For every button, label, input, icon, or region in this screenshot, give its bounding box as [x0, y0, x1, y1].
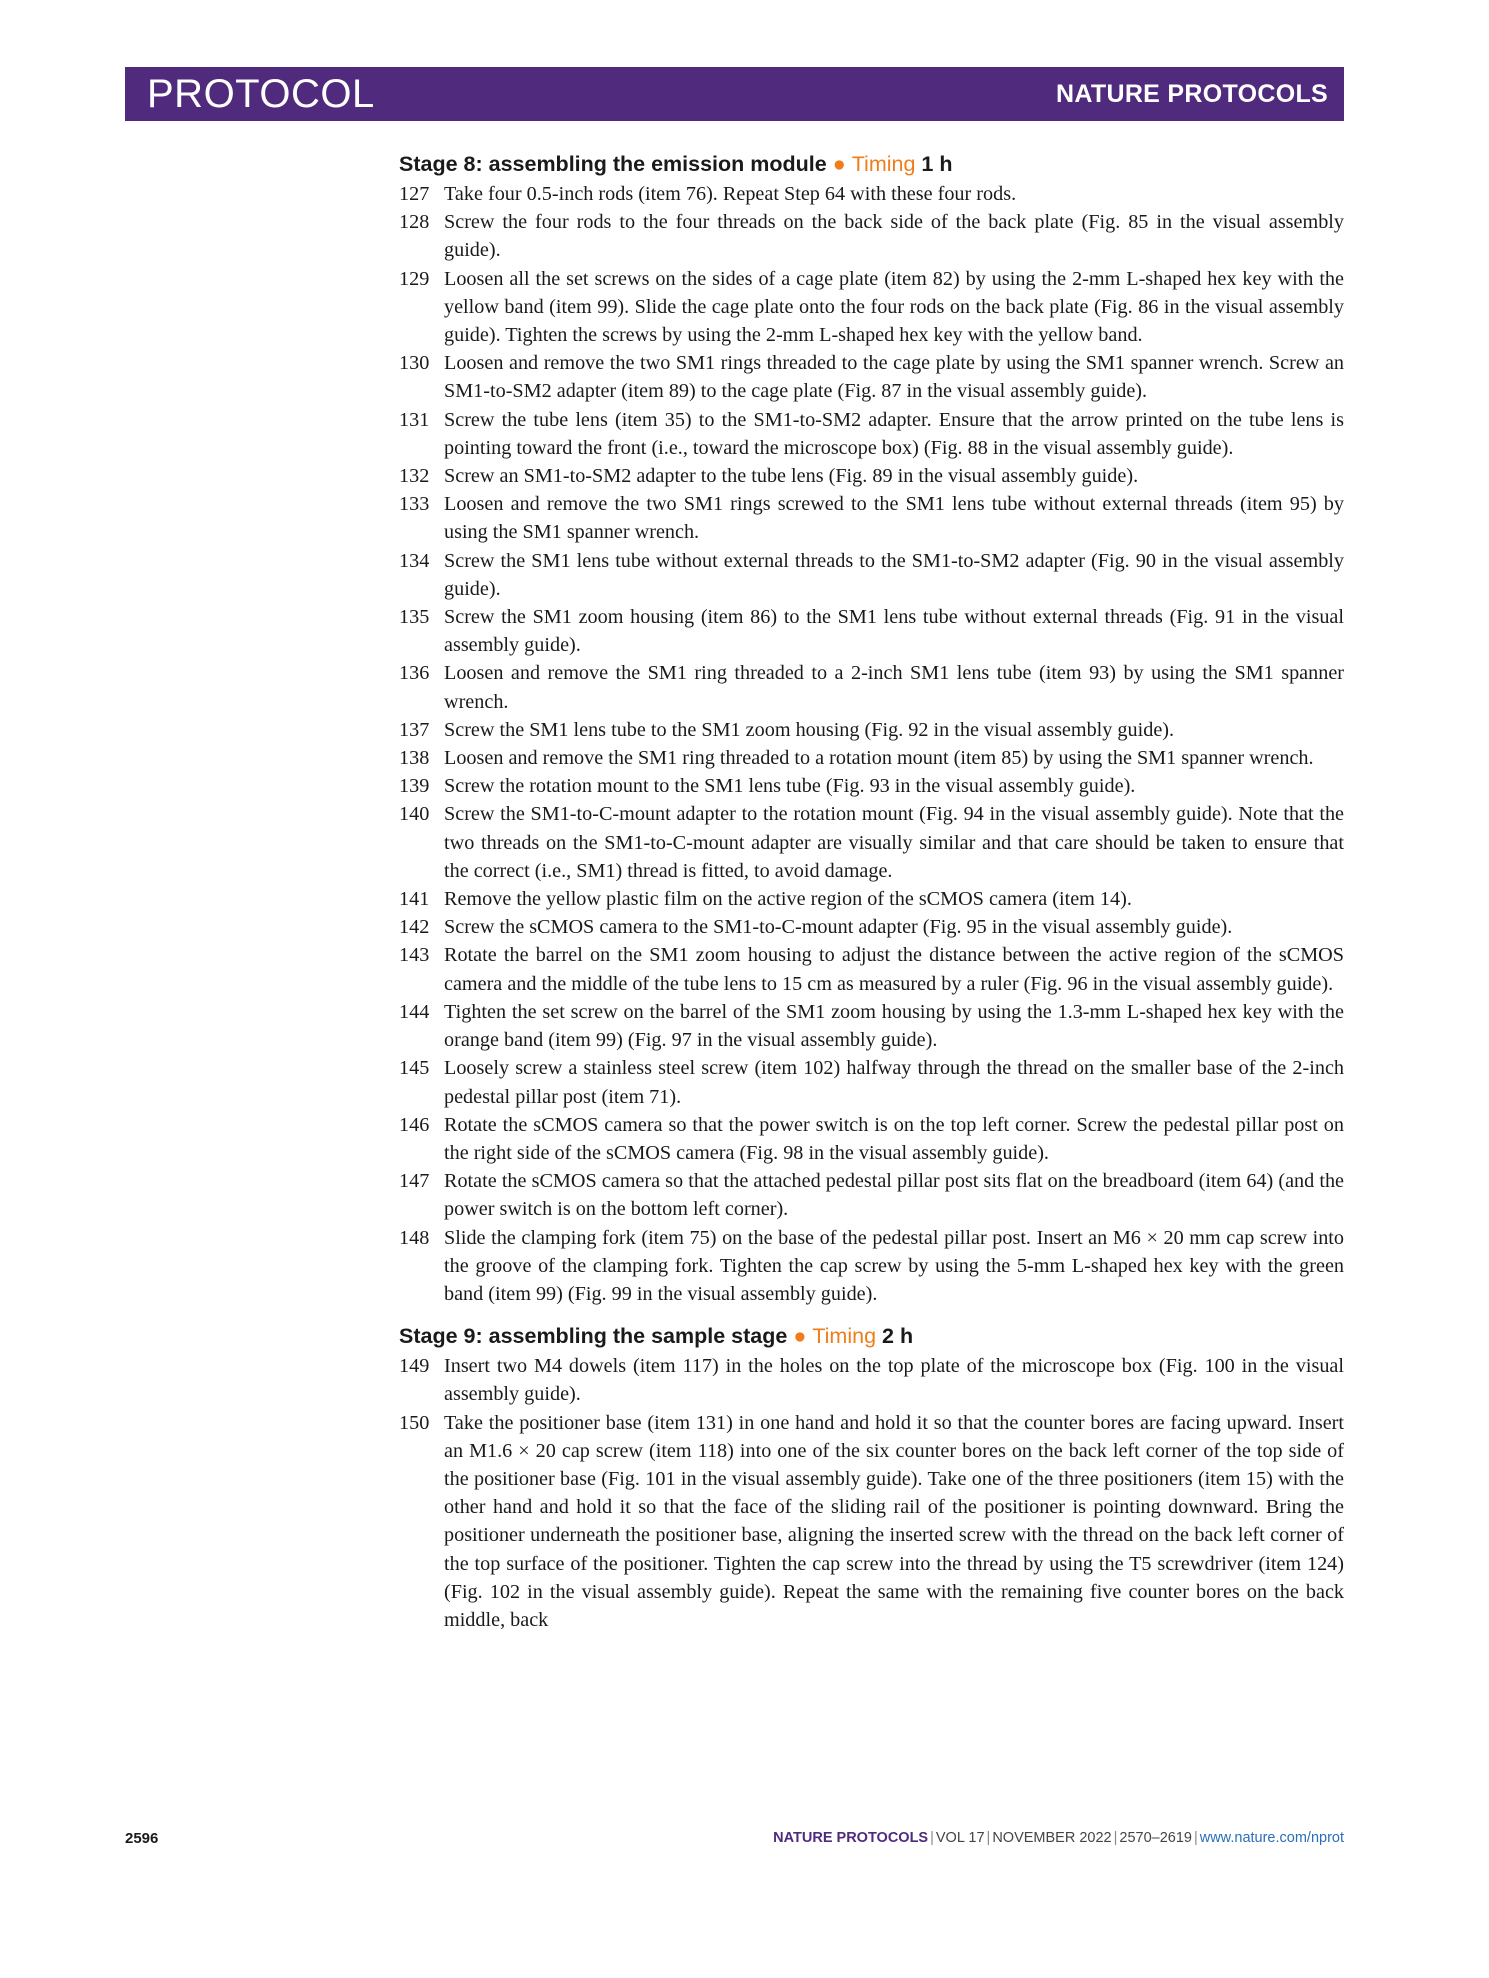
step-text: Loosen and remove the two SM1 rings threaded to the cage plate by using the SM1 spanner wrench. Screw an SM1-to-SM2 adapter (item 89) to the cage plate (Fig. 87 in the visual assembly guide). [444, 352, 1344, 403]
page-footer [125, 1830, 1344, 1854]
journal-link[interactable]: www.nature.com/nprot [1199, 1830, 1344, 1846]
step-item [399, 913, 1344, 941]
stage-9-title: Stage 9: assembling the sample stage [399, 1324, 788, 1349]
step-item [399, 180, 1344, 208]
step-number: 134 [399, 549, 430, 572]
step-item [399, 800, 1344, 885]
stage-9-heading [399, 1322, 1344, 1350]
step-item [399, 1224, 1344, 1309]
step-text: Screw the SM1 zoom housing (item 86) to the SM1 lens tube without external threads (Fig. 91 in the visual assembly guide). [444, 606, 1344, 657]
step-item [399, 490, 1344, 546]
timing-dot-icon: ● [793, 1324, 807, 1349]
journal-name: NATURE PROTOCOLS [1056, 79, 1328, 108]
step-number: 128 [399, 211, 430, 234]
step-text: Loosen and remove the SM1 ring threaded to a 2-inch SM1 lens tube (item 93) by using the SM1 spanner wrench. [444, 662, 1344, 713]
step-text: Screw the four rods to the four threads on the back side of the back plate (Fig. 85 in the visual assembly guide). [444, 211, 1344, 262]
step-number: 137 [399, 718, 430, 741]
step-item [399, 1167, 1344, 1223]
step-text: Screw the SM1 lens tube without external threads to the SM1-to-SM2 adapter (Fig. 90 in the visual assembly guide). [444, 549, 1344, 600]
step-text: Rotate the sCMOS camera so that the power switch is on the top left corner. Screw the pedestal pillar post on the right side of the sCMOS camera (Fig. 98 in the visual assembly guide). [444, 1113, 1344, 1164]
step-number: 149 [399, 1355, 430, 1378]
step-text: Screw an SM1-to-SM2 adapter to the tube lens (Fig. 89 in the visual assembly guide). [444, 465, 1139, 488]
footer-volume: VOL 17 [935, 1830, 985, 1846]
step-item [399, 208, 1344, 264]
footer-pages: 2570–2619 [1119, 1830, 1192, 1846]
step-text: Loosely screw a stainless steel screw (item 102) halfway through the thread on the smaller base of the 2-inch pedestal pillar post (item 71). [444, 1057, 1344, 1108]
step-item [399, 744, 1344, 772]
step-item [399, 941, 1344, 997]
timing-value: 2 h [882, 1324, 914, 1349]
step-text: Take the positioner base (item 131) in one hand and hold it so that the counter bores are facing upward. Insert an M1.6 × 20 cap screw (item 118) into one of the six counter bores on the back left corner of the top side of the positioner base (Fig. 101 in the visual assembly guide). Take one of the three positioners (item 15) with the other hand and hold it so that the face of the sliding rail of the positioner is pointing downward. Bring the positioner underneath the positioner base, aligning the inserted screw with the thread on the back left corner of the top surface of the positioner. Tighten the cap screw into the thread by using the T5 screwdriver (item 124) (Fig. 102 in the visual assembly guide). Repeat the same with the remaining five counter bores on the back middle, back [444, 1411, 1344, 1631]
step-item [399, 659, 1344, 715]
page-number: 2596 [125, 1830, 159, 1847]
step-item [399, 603, 1344, 659]
step-item [399, 885, 1344, 913]
step-text: Loosen and remove the two SM1 rings screwed to the SM1 lens tube without external threads (item 95) by using the SM1 spanner wrench. [444, 493, 1344, 544]
step-text: Screw the sCMOS camera to the SM1-to-C-mount adapter (Fig. 95 in the visual assembly guide). [444, 916, 1233, 939]
step-number: 142 [399, 916, 430, 939]
step-text: Rotate the barrel on the SM1 zoom housing to adjust the distance between the active region of the sCMOS camera and the middle of the tube lens to 15 cm as measured by a ruler (Fig. 96 in the visual assembly guide). [444, 944, 1344, 995]
step-number: 140 [399, 803, 430, 826]
stage-8-title: Stage 8: assembling the emission module [399, 152, 827, 176]
step-item [399, 265, 1344, 350]
footer-date: NOVEMBER 2022 [992, 1830, 1112, 1846]
step-number: 143 [399, 944, 430, 967]
step-item [399, 1054, 1344, 1110]
step-text: Insert two M4 dowels (item 117) in the holes on the top plate of the microscope box (Fig. 100 in the visual assembly guide). [444, 1355, 1344, 1406]
step-number: 150 [399, 1411, 430, 1434]
step-number: 139 [399, 775, 430, 798]
step-item [399, 1409, 1344, 1635]
main-content [399, 150, 1344, 1634]
step-number: 132 [399, 465, 430, 488]
step-number: 147 [399, 1170, 430, 1193]
step-number: 141 [399, 888, 430, 911]
step-number: 144 [399, 1000, 430, 1023]
step-item [399, 349, 1344, 405]
step-item [399, 406, 1344, 462]
step-number: 146 [399, 1113, 430, 1136]
timing-label: Timing [812, 1324, 877, 1349]
step-number: 127 [399, 183, 430, 205]
stage-9-steps [399, 1352, 1344, 1634]
citation: NATURE PROTOCOLS | VOL 17 | NOVEMBER 2022 | 2570–2619 | www.nature.com/nprot [773, 1830, 1344, 1846]
step-text: Screw the tube lens (item 35) to the SM1-to-SM2 adapter. Ensure that the arrow printed on the tube lens is pointing toward the front (i.e., toward the microscope box) (Fig. 88 in the visual assembly guide). [444, 408, 1344, 459]
timing-label: Timing [851, 152, 916, 176]
footer-journal: NATURE PROTOCOLS [773, 1830, 929, 1846]
step-text: Rotate the sCMOS camera so that the attached pedestal pillar post sits flat on the breadboard (item 64) (and the power switch is on the bottom left corner). [444, 1170, 1344, 1221]
step-item [399, 998, 1344, 1054]
step-text: Remove the yellow plastic film on the active region of the sCMOS camera (item 14). [444, 888, 1132, 911]
step-text: Take four 0.5-inch rods (item 76). Repeat Step 64 with these four rods. [444, 183, 1017, 205]
step-item [399, 1111, 1344, 1167]
step-text: Slide the clamping fork (item 75) on the base of the pedestal pillar post. Insert an M6 × 20 mm cap screw into the groove of the clamping fork. Tighten the cap screw by using the 5-mm L-shaped hex key with the green band (item 99) (Fig. 99 in the visual assembly guide). [444, 1226, 1344, 1305]
section-label: PROTOCOL [147, 71, 375, 116]
step-text: Loosen all the set screws on the sides of a cage plate (item 82) by using the 2-mm L-shaped hex key with the yellow band (item 99). Slide the cage plate onto the four rods on the back plate (Fig. 86 in the visual assembly guide). Tighten the screws by using the 2-mm L-shaped hex key with the yellow band. [444, 267, 1344, 347]
step-item [399, 547, 1344, 603]
stage-8-heading [399, 150, 1344, 178]
step-item [399, 1352, 1344, 1408]
step-number: 129 [399, 267, 430, 290]
step-text: Screw the rotation mount to the SM1 lens tube (Fig. 93 in the visual assembly guide). [444, 775, 1136, 798]
timing-value: 1 h [921, 152, 953, 176]
step-item [399, 716, 1344, 744]
timing-dot-icon: ● [832, 152, 846, 176]
step-text: Screw the SM1-to-C-mount adapter to the rotation mount (Fig. 94 in the visual assembly guide). Note that the two threads on the SM1-to-C-mount adapter are visually similar and that care should be taken to ensure that the correct (i.e., SM1) thread is fitted, to avoid damage. [444, 803, 1344, 882]
step-number: 130 [399, 352, 430, 375]
step-text: Screw the SM1 lens tube to the SM1 zoom housing (Fig. 92 in the visual assembly guide). [444, 718, 1175, 741]
stage-8-steps [399, 180, 1344, 1308]
step-number: 145 [399, 1057, 430, 1080]
header-banner [125, 67, 1344, 121]
step-text: Tighten the set screw on the barrel of the SM1 zoom housing by using the 1.3-mm L-shaped hex key with the orange band (item 99) (Fig. 97 in the visual assembly guide). [444, 1000, 1344, 1052]
step-number: 131 [399, 408, 430, 431]
step-text: Loosen and remove the SM1 ring threaded to a rotation mount (item 85) by using the SM1 spanner wrench. [444, 747, 1314, 770]
step-item [399, 462, 1344, 490]
step-number: 148 [399, 1226, 430, 1249]
step-item [399, 772, 1344, 800]
step-number: 133 [399, 493, 430, 516]
step-number: 138 [399, 747, 430, 770]
step-number: 135 [399, 606, 430, 629]
step-number: 136 [399, 662, 430, 685]
